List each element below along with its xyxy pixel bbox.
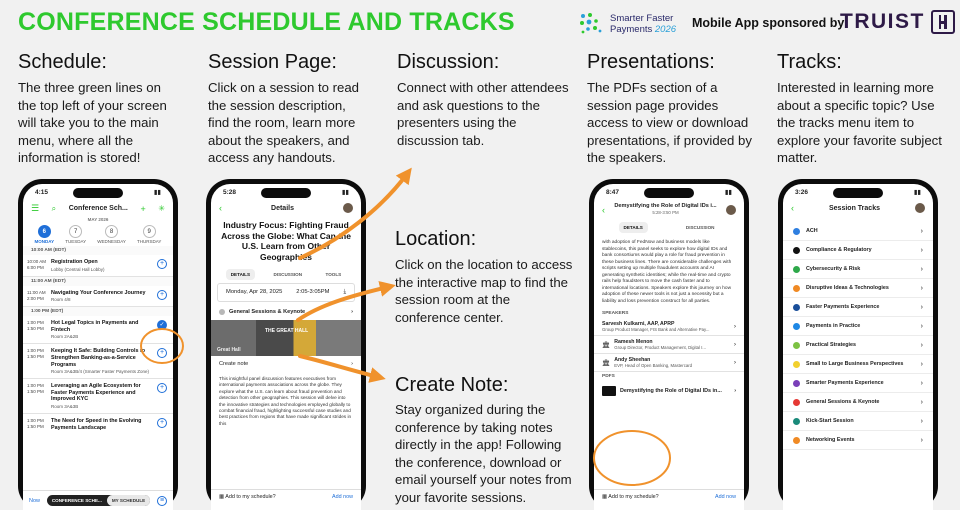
tab-discussion[interactable]: DISCUSSION [273, 272, 303, 277]
chevron-right-icon: › [920, 436, 923, 444]
presentations-text: The PDFs section of a session page provides access to view or download presentations, if provided by the speakers. [587, 80, 752, 166]
chevron-right-icon: › [351, 309, 353, 315]
track-item[interactable] [783, 241, 933, 260]
avatar[interactable] [726, 205, 736, 215]
chevron-right-icon: › [920, 398, 923, 406]
add-to-schedule-row[interactable]: ▦ Add to my schedule? Add now [211, 489, 361, 504]
battery-icon: ▮▮ [153, 189, 161, 196]
list-item[interactable]: 1:00 PM 1:50 PM Keeping It Safe: Building Controls to Strengthen Banking-as-a-Service Programs Room 3A&3B/4 (Smarter Faster Payments Zone) + [23, 344, 173, 379]
screen-title: Demystifying the Role of Digital IDs i... [614, 203, 717, 209]
tracks-heading: Tracks: [777, 51, 842, 73]
phone-schedule [18, 179, 178, 510]
day-tab-monday[interactable]: 6 MONDAY [35, 225, 55, 244]
track-list [783, 222, 933, 450]
search-icon[interactable]: ⌕ [51, 203, 57, 213]
presentations-heading: Presentations: [587, 51, 715, 73]
create-note-text: Stay organized during the conference by taking notes directly in the app! Following the conference, download or email yourself your notes from your favorite sessions. [395, 402, 572, 505]
speaker-org-icon: 🏛 [602, 341, 611, 349]
add-to-schedule-icon[interactable]: + [157, 259, 167, 269]
create-note-heading: Create Note: [395, 374, 509, 396]
status-time: 4:15 [35, 188, 49, 196]
track-item[interactable] [783, 374, 933, 393]
avatar[interactable] [915, 203, 925, 213]
track-color-dot-icon [793, 342, 800, 349]
status-time: 5:28 [223, 188, 237, 196]
track-item[interactable] [783, 393, 933, 412]
list-item[interactable]: 1:00 PM 1:50 PM Hot Legal Topics in Payments and Fintech Room 2A&2B ✓ [23, 316, 173, 344]
screen-title: Session Tracks [829, 204, 880, 212]
back-icon[interactable]: ‹ [602, 204, 605, 215]
chevron-right-icon: › [351, 361, 353, 367]
list-item[interactable]: 10:00 AM 6:00 PM Registration Open Lobby (Central Hall Lobby) + [23, 255, 173, 277]
day-tab-thursday[interactable]: 9 THURSDAY [137, 225, 161, 244]
tab-conference-schedule[interactable]: CONFERENCE SCHE... [51, 498, 102, 503]
list-item[interactable]: 11:00 AM 2:00 PM Navigating Your Conference Journey Room 4/8 + [23, 286, 173, 308]
track-color-dot-icon [793, 247, 800, 254]
track-color-dot-icon [793, 323, 800, 330]
track-label: Small to Large Business Perspectives [806, 361, 904, 367]
chevron-right-icon: › [920, 227, 923, 235]
track-color-dot-icon [793, 304, 800, 311]
add-to-schedule-icon[interactable]: + [157, 418, 167, 428]
track-color-dot-icon [793, 418, 800, 425]
track-item[interactable] [783, 222, 933, 241]
sfp-logo [578, 11, 676, 37]
sponsored-by-text: Mobile App sponsored by: [692, 16, 849, 30]
speakers-label: SPEAKERS [594, 309, 744, 318]
screen-title: Conference Sch... [68, 205, 128, 212]
chevron-right-icon: › [733, 341, 736, 348]
pdfs-label: PDFS [594, 372, 744, 381]
chevron-right-icon: › [733, 359, 736, 366]
calendar-icon: ▦ [219, 494, 225, 500]
chevron-right-icon: › [920, 379, 923, 387]
location-map-image[interactable]: THE GREAT HALL Great Hall [211, 320, 361, 356]
now-button[interactable]: Now [29, 497, 41, 504]
avatar[interactable] [343, 203, 353, 213]
battery-icon: ▮▮ [913, 189, 921, 196]
sfp-dots-icon [578, 11, 604, 37]
track-color-dot-icon [793, 361, 800, 368]
back-icon[interactable]: ‹ [219, 203, 222, 213]
phone-presentations [589, 179, 749, 510]
hamburger-menu-icon[interactable]: ☰ [31, 203, 40, 213]
session-title: Industry Focus: Fighting Fraud Across the Globe: What Can the U.S. Learn from Other Geographies [221, 220, 351, 262]
track-item[interactable] [783, 431, 933, 450]
schedule-toggle[interactable] [47, 495, 150, 506]
back-icon[interactable]: ‹ [791, 203, 794, 213]
list-item[interactable]: 1:00 PM 1:50 PM Leveraging an Agile Ecosystem for Faster Payments Experience and Improved KYC Room 3A&3B + [23, 379, 173, 414]
session-date-row[interactable]: Monday, Apr 28, 2025 2:05-3:05PM ⤓ [217, 283, 355, 302]
chevron-right-icon: › [920, 303, 923, 311]
chevron-right-icon: › [920, 360, 923, 368]
chevron-right-icon: › [920, 322, 923, 330]
track-label: Kick-Start Session [806, 418, 854, 424]
schedule-heading: Schedule: [18, 51, 107, 73]
discussion-heading: Discussion: [397, 51, 500, 73]
chevron-right-icon: › [920, 284, 923, 292]
add-to-schedule-icon[interactable]: + [157, 348, 167, 358]
phone-session-details [206, 179, 366, 510]
speaker-org-icon: 🏛 [602, 359, 611, 367]
track-color-dot-icon [793, 228, 800, 235]
added-check-icon[interactable]: ✓ [157, 320, 167, 330]
track-label: Networking Events [806, 437, 855, 443]
sfp-logo-line2: Payments [610, 24, 653, 35]
track-item[interactable] [783, 317, 933, 336]
track-label: Faster Payments Experience [806, 304, 880, 310]
session-description: This insightful panel discussion features executives from international payments associations across the globe. They explore what the U.S. can learn about fraud prevention and detection from other geographies. This session will delve into the innovative strategies and technologies employed globally to combat financial fraud, highlighting successful case studies and best practices from regions that have made significant strides in this [219, 376, 352, 426]
chevron-right-icon: › [920, 341, 923, 349]
sfp-logo-line1: Smarter Faster [610, 13, 674, 24]
chevron-right-icon: › [920, 417, 923, 425]
add-now-button[interactable]: Add now [332, 494, 353, 500]
list-item[interactable]: 1:00 PM 1:50 PM The Need for Speed in the Evolving Payments Landscape + [23, 414, 173, 435]
track-label: Payments in Practice [806, 323, 861, 329]
chevron-right-icon: › [920, 246, 923, 254]
day-tab-wednesday[interactable]: 8 WEDNESDAY [97, 225, 126, 244]
schedule-text: The three green lines on the top left of your screen will take you to the main menu, where all the information is stored! [18, 80, 167, 166]
screen-subtitle: 5:28-3:50 PM [652, 210, 679, 215]
truist-wordmark: TRUIST [840, 10, 925, 33]
create-note-row[interactable]: Create note › [219, 361, 353, 367]
track-color-dot-icon [793, 285, 800, 292]
speaker-row[interactable]: 🏛 Ramesh Menon Group Director, Product Management, Digital I... › [594, 336, 744, 354]
track-dot-icon [219, 309, 225, 315]
chevron-right-icon: › [734, 388, 736, 394]
phone-tracks [778, 179, 938, 510]
track-label: Smarter Payments Experience [806, 380, 884, 386]
folder-icon [602, 386, 616, 396]
track-item[interactable] [783, 279, 933, 298]
day-tab-tuesday[interactable]: 7 TUESDAY [65, 225, 86, 244]
track-label: Cybersecurity & Risk [806, 266, 861, 272]
tab-details[interactable]: DETAILS [619, 222, 648, 233]
tab-tools[interactable]: TOOLS [325, 272, 342, 277]
time-section-label: 1:00 PM (EDT) [23, 307, 173, 316]
chevron-right-icon: › [920, 265, 923, 273]
speaker-row[interactable]: 🏛 Andy Sheehan EVP, Head of Open Banking, Mastercard › [594, 354, 744, 372]
add-icon[interactable]: + [140, 203, 146, 214]
location-text: Click on the location to access the interactive map to find the session room at the conference center. [395, 257, 573, 325]
track-color-dot-icon [793, 266, 800, 273]
sfp-logo-year: 2026 [654, 24, 677, 35]
tab-discussion[interactable]: DISCUSSION [685, 225, 715, 230]
time-section-label: 10:00 AM (EDT) [23, 246, 173, 255]
truist-mark-icon [931, 10, 955, 34]
discussion-text: Connect with other attendees and ask questions to the presenters using the discussion tab. [397, 80, 569, 148]
add-to-schedule-icon[interactable]: + [157, 290, 167, 300]
tab-details[interactable]: DETAILS [226, 269, 255, 280]
session-page-heading: Session Page: [208, 51, 337, 73]
screen-title: Details [271, 204, 294, 212]
chevron-right-icon: › [733, 323, 736, 330]
battery-icon: ▮▮ [341, 189, 349, 196]
session-page-text: Click on a session to read the session description, find the room, learn more about the speakers, and access any handouts. [208, 80, 359, 166]
session-track-row[interactable]: General Sessions & Keynote › [211, 304, 361, 320]
track-label: Practical Strategies [806, 342, 857, 348]
session-description: with adoption of FedNow and business models like stablecoins, this panel seeks to explore how digital IDs and bank consortiums would play a role for fraud prevention in these business lines. There are considerable challenges with scripts setting up multiple fraudulent accounts and AI generating synthetic identities; while the real-time and crypto rails help fraudsters to move the cash faster and to international locations. Speakers explore this journey on how adoption of these newer tools is not just a necessity but a liability and loss prevention construct for all parties. [602, 240, 732, 304]
tracks-text: Interested in learning more about a specific topic? Use the tracks menu item to explore your favorite subject matter. [777, 80, 942, 166]
track-label: General Sessions & Keynote [806, 399, 880, 405]
month-label: MAY 2026 [87, 217, 109, 222]
track-color-dot-icon [793, 437, 800, 444]
add-to-schedule-row[interactable]: ▦ Add to my schedule? Add now [594, 489, 744, 504]
pdf-item[interactable]: Demystifying the Role of Digital IDs in... › [594, 381, 744, 401]
add-to-schedule-icon[interactable]: + [157, 383, 167, 393]
share-icon[interactable]: ✳ [158, 204, 165, 213]
track-color-dot-icon [793, 399, 800, 406]
track-item[interactable] [783, 336, 933, 355]
battery-icon: ▮▮ [724, 189, 732, 196]
track-label: Compliance & Regulatory [806, 247, 872, 253]
track-item[interactable] [783, 260, 933, 279]
track-color-dot-icon [793, 380, 800, 387]
add-now-button[interactable]: Add now [715, 494, 736, 500]
filter-icon[interactable]: ≡ [157, 496, 167, 506]
tab-my-schedule[interactable]: MY SCHEDULE [107, 495, 150, 506]
track-item[interactable] [783, 412, 933, 431]
download-icon[interactable]: ⤓ [343, 289, 346, 295]
track-item[interactable] [783, 298, 933, 317]
track-item[interactable] [783, 355, 933, 374]
status-time: 8:47 [606, 188, 620, 196]
calendar-icon: ▦ [602, 494, 608, 500]
track-label: Disruptive Ideas & Technologies [806, 285, 889, 291]
time-section-label: 11:00 AM (EDT) [23, 277, 173, 286]
status-time: 3:26 [795, 188, 809, 196]
speaker-row[interactable]: Sarvesh Kulkarni, AAP, APRP Group Product Manager, FIS Bank and Alternative Pay... › [594, 318, 744, 336]
location-heading: Location: [395, 228, 477, 250]
page-title: CONFERENCE SCHEDULE AND TRACKS [18, 8, 515, 36]
truist-logo [840, 10, 955, 34]
track-label: ACH [806, 228, 818, 234]
